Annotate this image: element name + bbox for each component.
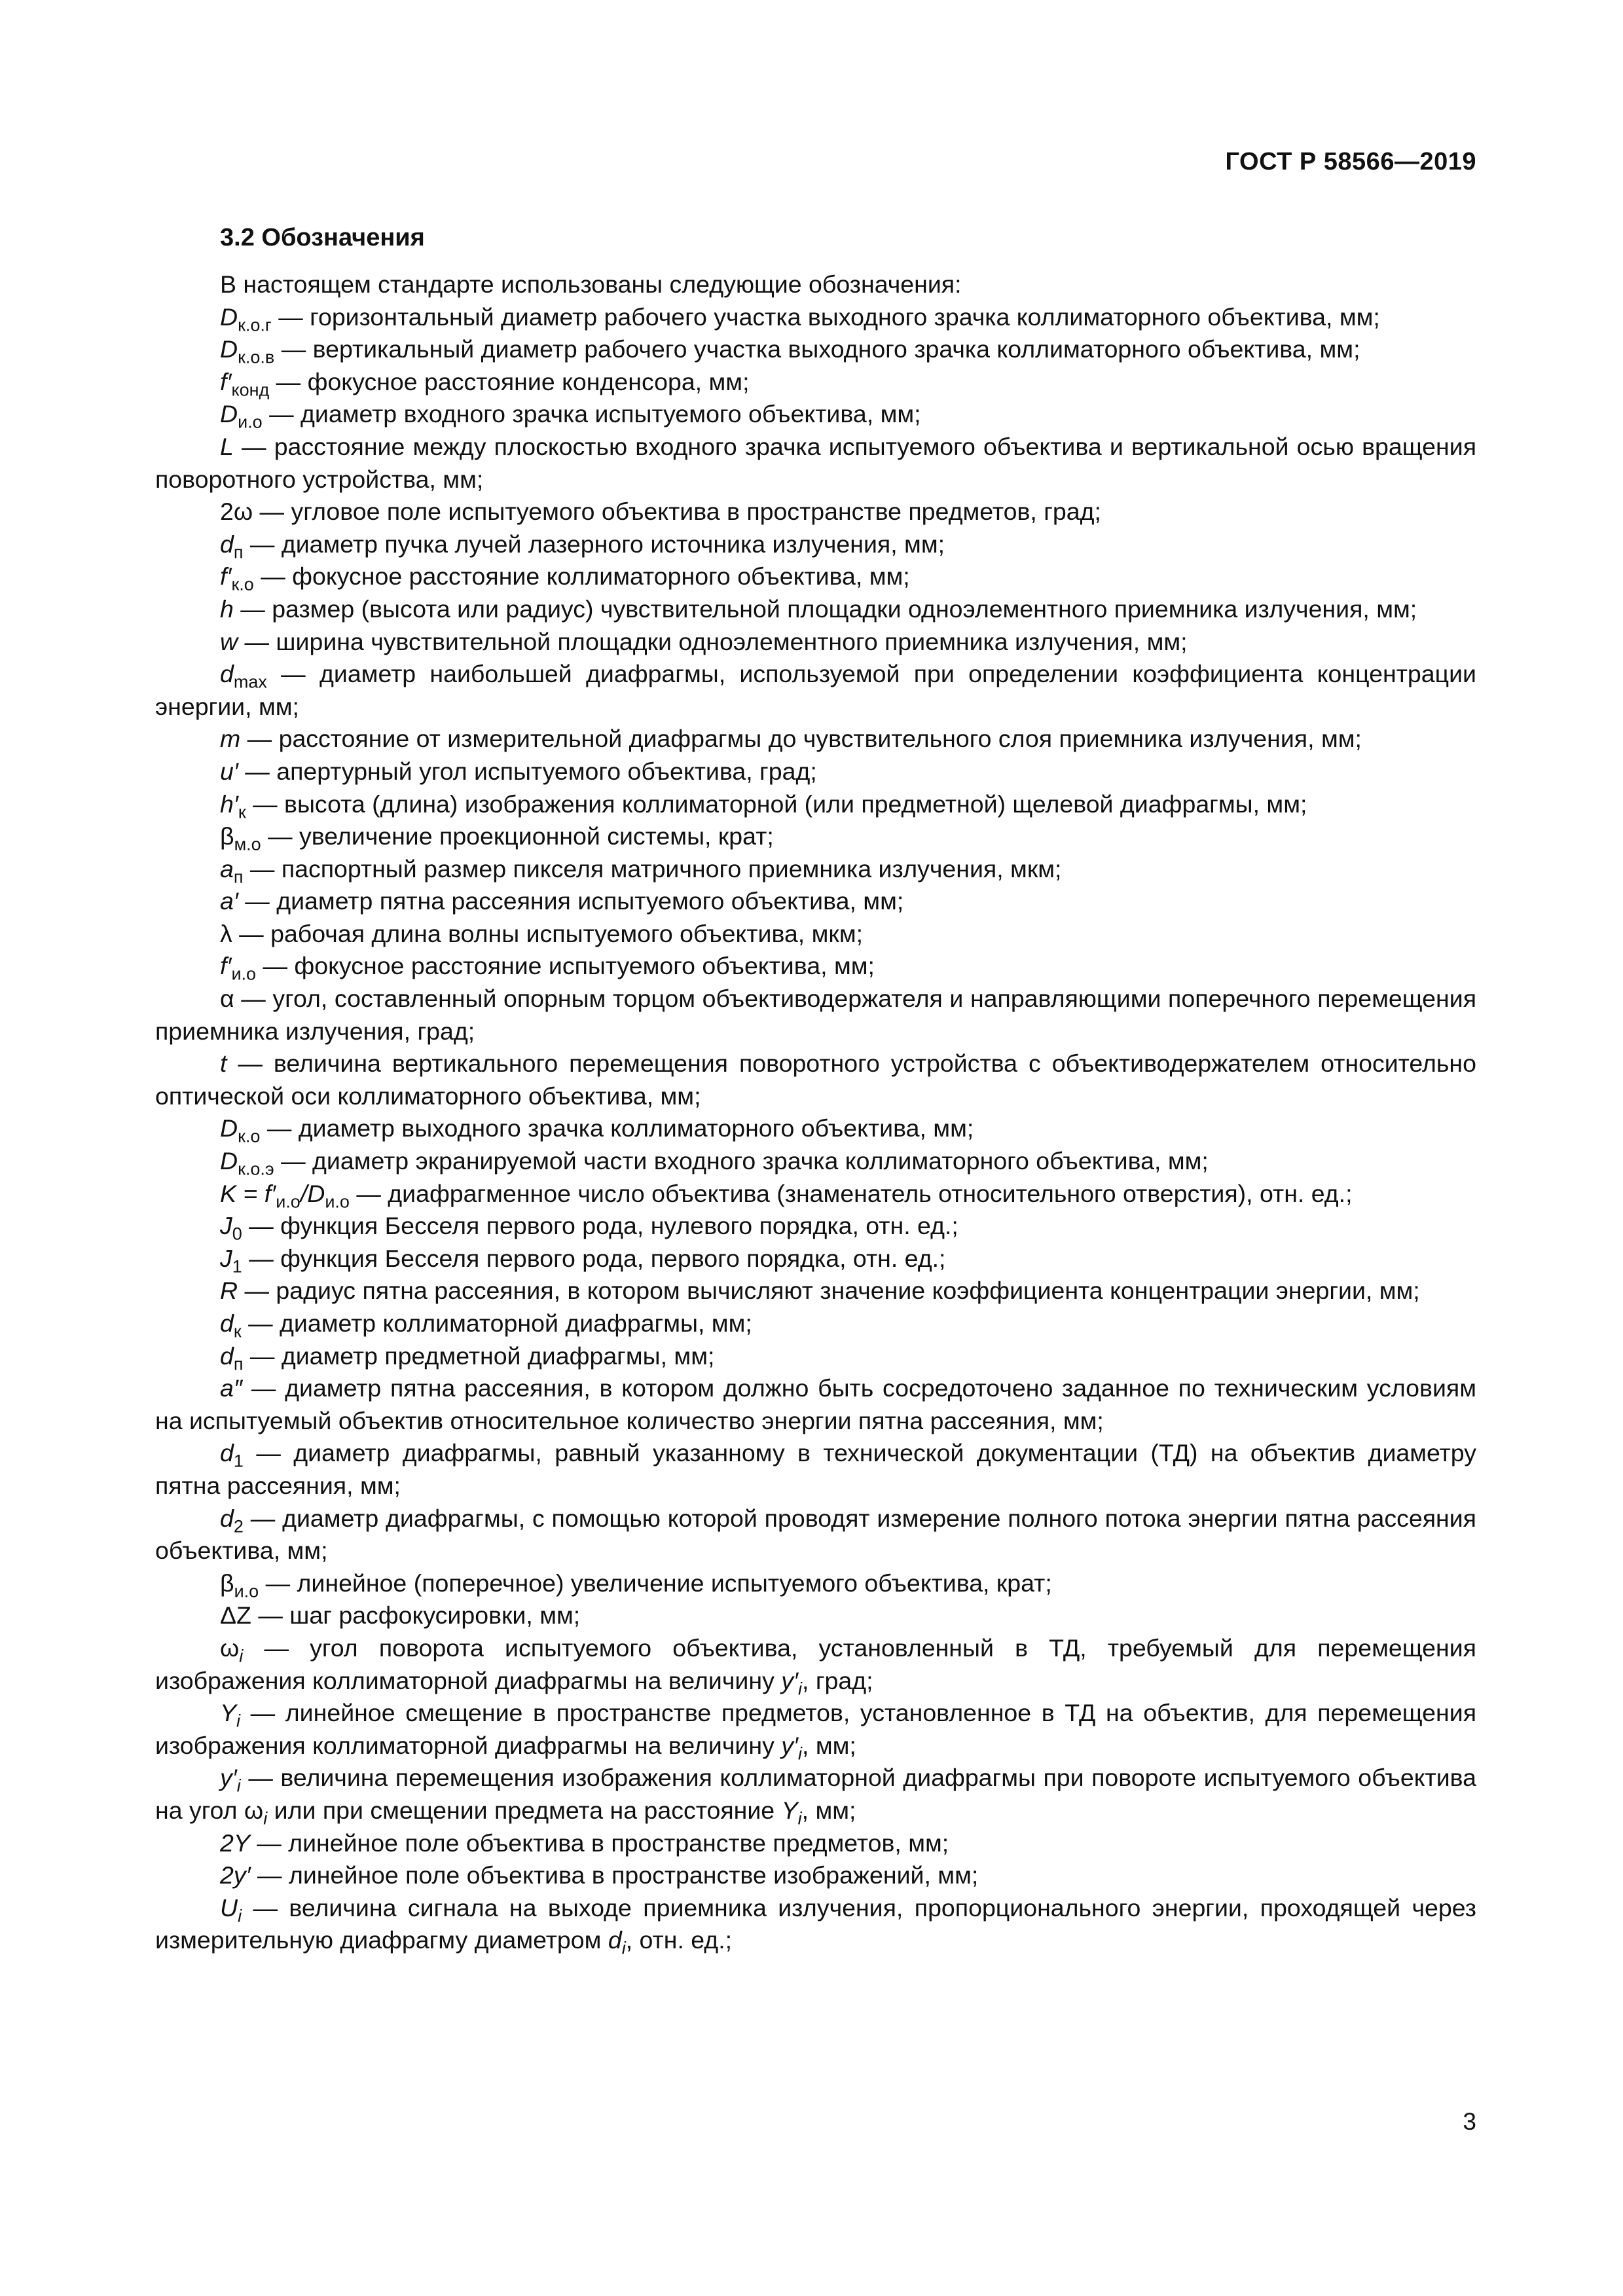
symbol-entry [155,983,1476,1048]
symbol-subscript: к [233,1321,242,1341]
symbol: a′ [220,887,238,915]
definition: — линейное поле объектива в пространстве изображений, мм; [250,1861,979,1889]
definition: — диаметр пучка лучей лазерного источника излучения, мм; [243,530,945,558]
symbol-subscript: i [798,1743,803,1764]
definition: — вертикальный диаметр рабочего участка выходного зрачка коллиматорного объектива, мм; [274,335,1360,363]
symbol: L [220,432,234,460]
symbol: t [220,1049,227,1078]
symbol-subscript: к.о [238,1127,261,1147]
symbol-subscript: и.о [325,1192,350,1212]
symbol: d [220,1341,234,1370]
definition: или при смещении предмета на расстояние [267,1796,782,1824]
symbol-subscript: max [233,672,267,692]
symbol-entry [155,1632,1476,1697]
symbol-subscript: к.о.в [238,347,275,367]
symbol: d [220,1504,234,1532]
definition: — радиус пятна рассеяния, в котором вычисляют значение коэффициента концентрации энергии, мм; [238,1277,1420,1305]
symbol-subscript: 1 [233,1451,244,1471]
definition: — горизонтальный диаметр рабочего участка выходного зрачка коллиматорного объектива, мм; [271,302,1380,331]
definition: — диаметр пятна рассеяния испытуемого объектива, мм; [238,887,904,915]
symbol-entry [155,528,1476,561]
inline-symbol: Y [781,1796,798,1824]
symbol: β [220,822,234,850]
symbol-entry [155,1827,1476,1860]
definition: — расстояние от измерительной диафрагмы до чувствительного слоя приемника излучения, мм; [240,725,1362,753]
symbol: α [220,985,234,1013]
symbol-entry [155,1859,1476,1892]
symbol-entry [155,1210,1476,1243]
definition: — паспортный размер пикселя матричного приемника излучения, мкм; [243,854,1062,883]
symbol-entry [155,1697,1476,1762]
definition: , мм; [802,1731,856,1759]
inline-symbol: y′ [781,1666,799,1694]
definition: — диаметр выходного зрачка коллиматорного объектива, мм; [260,1114,974,1142]
symbol-entry [155,1178,1476,1211]
symbol-entry [155,853,1476,886]
symbol-subscript: i [798,1679,803,1699]
symbol: /D [300,1179,325,1207]
symbol-subscript: i [797,1808,802,1829]
symbol-subscript: п [233,542,244,562]
definition: — фокусное расстояние коллиматорного объектива, мм; [253,562,910,591]
symbol-subscript: и.о [238,412,263,432]
definition: — диаметр предметной диафрагмы, мм; [243,1341,715,1370]
definition: — диаметр коллиматорной диафрагмы, мм; [241,1309,752,1337]
symbol-entry [155,1112,1476,1145]
symbol-entry [155,820,1476,853]
symbol-entry [155,1048,1476,1112]
symbol: 2ω [220,498,253,526]
definition: , отн. ед.; [625,1926,733,1954]
symbol: f′ [220,562,232,591]
definition: — высота (длина) изображения коллиматорной (или предметной) щелевой диафрагмы, мм; [246,790,1307,818]
symbol-entry [155,1892,1476,1957]
symbol: λ [220,919,232,947]
symbol-entry [155,1503,1476,1567]
symbol-entry [155,723,1476,756]
symbol-entry [155,756,1476,788]
symbol: J [220,1244,232,1272]
symbol-entry [155,431,1476,496]
symbol: f′ [220,952,232,980]
definition: — увеличение проекционной системы, крат; [261,822,774,850]
symbol: D [220,302,238,331]
symbol-entry [155,1340,1476,1373]
definition: — диаметр входного зрачка испытуемого объектива, мм; [262,400,921,428]
definition: — диаметр пятна рассеяния, в котором должно быть сосредоточено заданное по техническим условиям на испытуемый объектив относительное количество энергии пятна рассеяния, мм; [155,1374,1476,1434]
definition: — величина вертикального перемещения поворотного устройства с объективодержателем относительно оптической оси коллиматорного объектива, мм; [155,1049,1476,1110]
symbol-entry [155,1599,1476,1632]
symbol-entry [155,918,1476,951]
inline-symbol: ω [244,1796,264,1824]
definition: — диаметр диафрагмы, с помощью которой проводят измерение полного потока энергии пятна рассеяния объектива, мм; [155,1504,1476,1565]
symbol-subscript: и.о [231,964,257,985]
symbol: R [220,1277,238,1305]
symbol-subscript: 2 [233,1516,244,1537]
symbol-subscript: к [238,802,246,822]
symbol: y′ [220,1764,237,1792]
inline-symbol: d [608,1926,622,1954]
symbol-entry [155,560,1476,593]
symbol-entry [155,398,1476,431]
definition: — линейное поле объектива в пространстве предметов, мм; [249,1829,949,1857]
symbol: a [220,854,234,883]
symbol-subscript: и.о [234,1581,259,1601]
symbol: U [220,1893,238,1922]
definition: — угловое поле испытуемого объектива в пространстве предметов, град; [253,498,1101,526]
symbol: h′ [220,790,238,818]
symbol: d [220,1309,234,1337]
symbol: D [220,1114,238,1142]
symbol-entry [155,1243,1476,1275]
definition: — функция Бесселя первого рода, первого порядка, отн. ед.; [242,1244,946,1272]
symbol-subscript: к.о.э [238,1159,274,1179]
definition: — фокусное расстояние конденсора, мм; [269,367,750,395]
definition: — величина перемещения изображения коллиматорной диафрагмы при повороте испытуемого объектива на угол [155,1764,1476,1824]
symbol: f′ [220,367,232,395]
definition: — угол поворота испытуемого объектива, установленный в ТД, требуемый для перемещения изображения коллиматорной диафрагмы на величину [155,1633,1476,1694]
symbol-entry [155,496,1476,528]
definition: — ширина чувствительной площадки одноэлементного приемника излучения, мм; [238,627,1188,655]
symbol: D [220,400,238,428]
symbol: ω [220,1633,240,1662]
definition: , град; [802,1666,873,1694]
symbol-subscript: к.о [231,574,254,594]
symbol: d [220,530,234,558]
symbol-subscript: к.о.г [238,315,272,335]
symbol-entry [155,593,1476,626]
symbol-entry [155,658,1476,723]
page-number: 3 [1463,2108,1476,2135]
symbol-subscript: п [233,1354,244,1374]
symbol-subscript: и.о [276,1192,301,1212]
definition: — угол, составленный опорным торцом объективодержателя и направляющими поперечного перемещения приемника излучения, град; [155,985,1476,1045]
document-number: ГОСТ Р 58566—2019 [1225,148,1476,175]
intro-paragraph: В настоящем стандарте использованы следующие обозначения: [220,270,962,298]
inline-symbol: y′ [781,1731,799,1759]
definition: — диафрагменное число объектива (знаменатель относительного отверстия), отн. ед.; [349,1179,1353,1207]
symbol-entry [155,885,1476,918]
symbol: ΔZ [220,1601,251,1630]
symbol-subscript: конд [231,380,270,400]
symbol-entry [155,1437,1476,1502]
symbol: 2Y [220,1829,250,1857]
symbol-entry [155,301,1476,334]
symbol-entry [155,1372,1476,1437]
symbol-entry [155,1762,1476,1827]
symbol: D [220,335,238,363]
definition: — рабочая длина волны испытуемого объектива, мкм; [232,919,864,947]
symbol-entry [155,626,1476,659]
definition: , мм; [801,1796,856,1824]
symbol: a″ [220,1374,243,1402]
symbol-entry [155,1567,1476,1600]
symbol-entry [155,1307,1476,1340]
symbol-subscript: i [236,1776,241,1796]
symbol-subscript: м.о [234,834,261,854]
symbol-subscript: п [233,867,244,887]
definition: — размер (высота или радиус) чувствительной площадки одноэлементного приемника излучения, мм; [233,594,1417,623]
symbol-subscript: i [239,1646,244,1666]
symbol-subscript: i [238,1906,242,1926]
symbol-entry [155,950,1476,983]
definition: — диаметр диафрагмы, равный указанному в технической документации (ТД) на объектив диаметру пятна рассеяния, мм; [155,1439,1476,1499]
symbol: J [220,1212,232,1240]
symbol: β [220,1569,234,1597]
symbol-subscript: 0 [232,1224,242,1244]
definition: — величина сигнала на выходе приемника излучения, пропорционального энергии, проходящей через измерительную диафрагму диаметром [155,1893,1476,1954]
symbol: 2y′ [220,1861,251,1889]
symbol: D [220,1147,238,1175]
symbol-subscript: 1 [232,1256,242,1277]
definition: — расстояние между плоскостью входного зрачка испытуемого объектива и вертикальной осью вращения поворотного устройства, мм; [155,432,1476,493]
symbol: u′ [220,757,238,785]
symbol-entry [155,333,1476,366]
definition: — диаметр экранируемой части входного зрачка коллиматорного объектива, мм; [274,1147,1209,1175]
definition: — шаг расфокусировки, мм; [251,1601,581,1630]
symbol: d [220,660,234,688]
symbol: K = f′ [220,1179,276,1207]
definition: — линейное (поперечное) увеличение испытуемого объектива, крат; [259,1569,1052,1597]
section-title: 3.2 Обозначения [220,224,425,251]
definition: — диаметр наибольшей диафрагмы, используемой при определении коэффициента концентрации энергии, мм; [155,660,1476,720]
symbol-entry [155,366,1476,399]
symbol-entry [155,1145,1476,1178]
symbol: w [220,627,238,655]
symbol-entry [155,788,1476,821]
definition: — апертурный угол испытуемого объектива, град; [238,757,817,785]
definition: — линейное смещение в пространстве предметов, установленное в ТД на объектив, для перемещения изображения коллиматорной диафрагмы на величину [155,1699,1476,1759]
symbol-subscript: i [236,1711,241,1731]
symbol-subscript: i [621,1938,626,1958]
symbols-list [155,268,1476,1957]
symbol-entry [155,1275,1476,1307]
symbol: h [220,594,234,623]
symbol-subscript: i [263,1808,268,1829]
symbol: m [220,725,241,753]
symbol: Y [220,1699,237,1727]
symbol: d [220,1439,234,1467]
definition: — функция Бесселя первого рода, нулевого порядка, отн. ед.; [242,1212,958,1240]
definition: — фокусное расстояние испытуемого объектива, мм; [256,952,875,980]
